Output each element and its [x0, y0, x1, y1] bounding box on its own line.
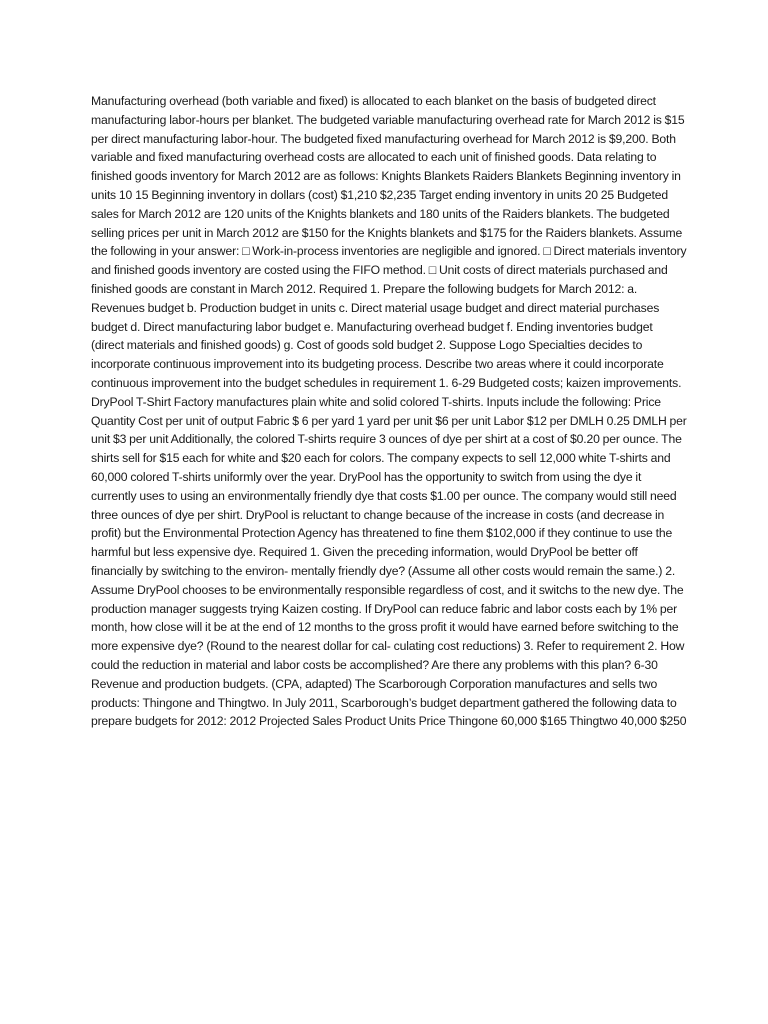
body-paragraph: Manufacturing overhead (both variable and fixed) is allocated to each blanket on the basis of budgeted direct manufacturing labor-hours per blanket. The budgeted variable manufacturing overhead rate for March 2012 is $15 per direct manufacturing labor-hour. The budgeted fixed manufacturing overhead for March 2012 is $9,200. Both variable and fixed manufacturing overhead costs are allocated to each unit of finished goods. Data relating to finished goods inventory for March 2012 are as follows: Knights Blankets Raiders Blankets Beginning inventory in units 10 15 Beginning inventory in dollars (cost) $1,210 $2,235 Target ending inventory in units 20 25 Budgeted sales for March 2012 are 120 units of the Knights blankets and 180 units of the Raiders blankets. The budgeted selling prices per unit in March 2012 are $150 for the Knights blankets and $175 for the Raiders blankets. Assume the following in your answer: □ Work-in-process inventories are negligible and ignored. □ Direct materials inventory and finished goods inventory are costed using the FIFO method. □ Unit costs of direct materials purchased and finished goods are constant in March 2012. Required 1. Prepare the following budgets for March 2012: a. Revenues budget b. Production budget in units c. Direct material usage budget and direct material purchases budget d. Direct manufacturing labor budget e. Manufacturing overhead budget f. Ending inventories budget (direct materials and finished goods) g. Cost of goods sold budget 2. Suppose Logo Specialties decides to incorporate continuous improvement into its budgeting process. Describe two areas where it could incorporate continuous improvement into the budget schedules in requirement 1. 6-29 Budgeted costs; kaizen improvements. DryPool T-Shirt Factory manufactures plain white and solid colored T-shirts. Inputs include the following: Price Quantity Cost per unit of output Fabric $ 6 per yard 1 yard per unit $6 per unit Labor $12 per DMLH 0.25 DMLH per unit $3 per unit Additionally, the colored T-shirts require 3 ounces of dye per shirt at a cost of $0.20 per ounce. The shirts sell for $15 each for white and $20 each for colors. The company expects to sell 12,000 white T-shirts and 60,000 colored T-shirts uniformly over the year. DryPool has the opportunity to switch from using the dye it currently uses to using an environmentally friendly dye that costs $1.00 per ounce. The company would still need three ounces of dye per shirt. DryPool is reluctant to change because of the increase in costs (and decrease in profit) but the Environmental Protection Agency has threatened to fine them $102,000 if they continue to use the harmful but less expensive dye. Required 1. Given the preceding information, would DryPool be better off financially by switching to the environ- mentally friendly dye? (Assume all other costs would remain the same.) 2. Assume DryPool chooses to be environmentally responsible regardless of cost, and it switchs to the new dye. The production manager suggests trying Kaizen costing. If DryPool can reduce fabric and labor costs each by 1% per month, how close will it be at the end of 12 months to the gross profit it would have earned before switching to the more expensive dye? (Round to the nearest dollar for cal- culating cost reductions) 3. Refer to requirement 2. How could the reduction in material and labor costs be accomplished? Are there any problems with this plan? 6-30 Revenue and production budgets. (CPA, adapted) The Scarborough Corporation manufactures and sells two products: Thingone and Thingtwo. In July 2011, Scarborough’s budget department gathered the following data to prepare budgets for 2012: 2012 Projected Sales Product Units Price Thingone 60,000 $165 Thingtwo 40,000 $250 — [91, 94, 687, 729]
